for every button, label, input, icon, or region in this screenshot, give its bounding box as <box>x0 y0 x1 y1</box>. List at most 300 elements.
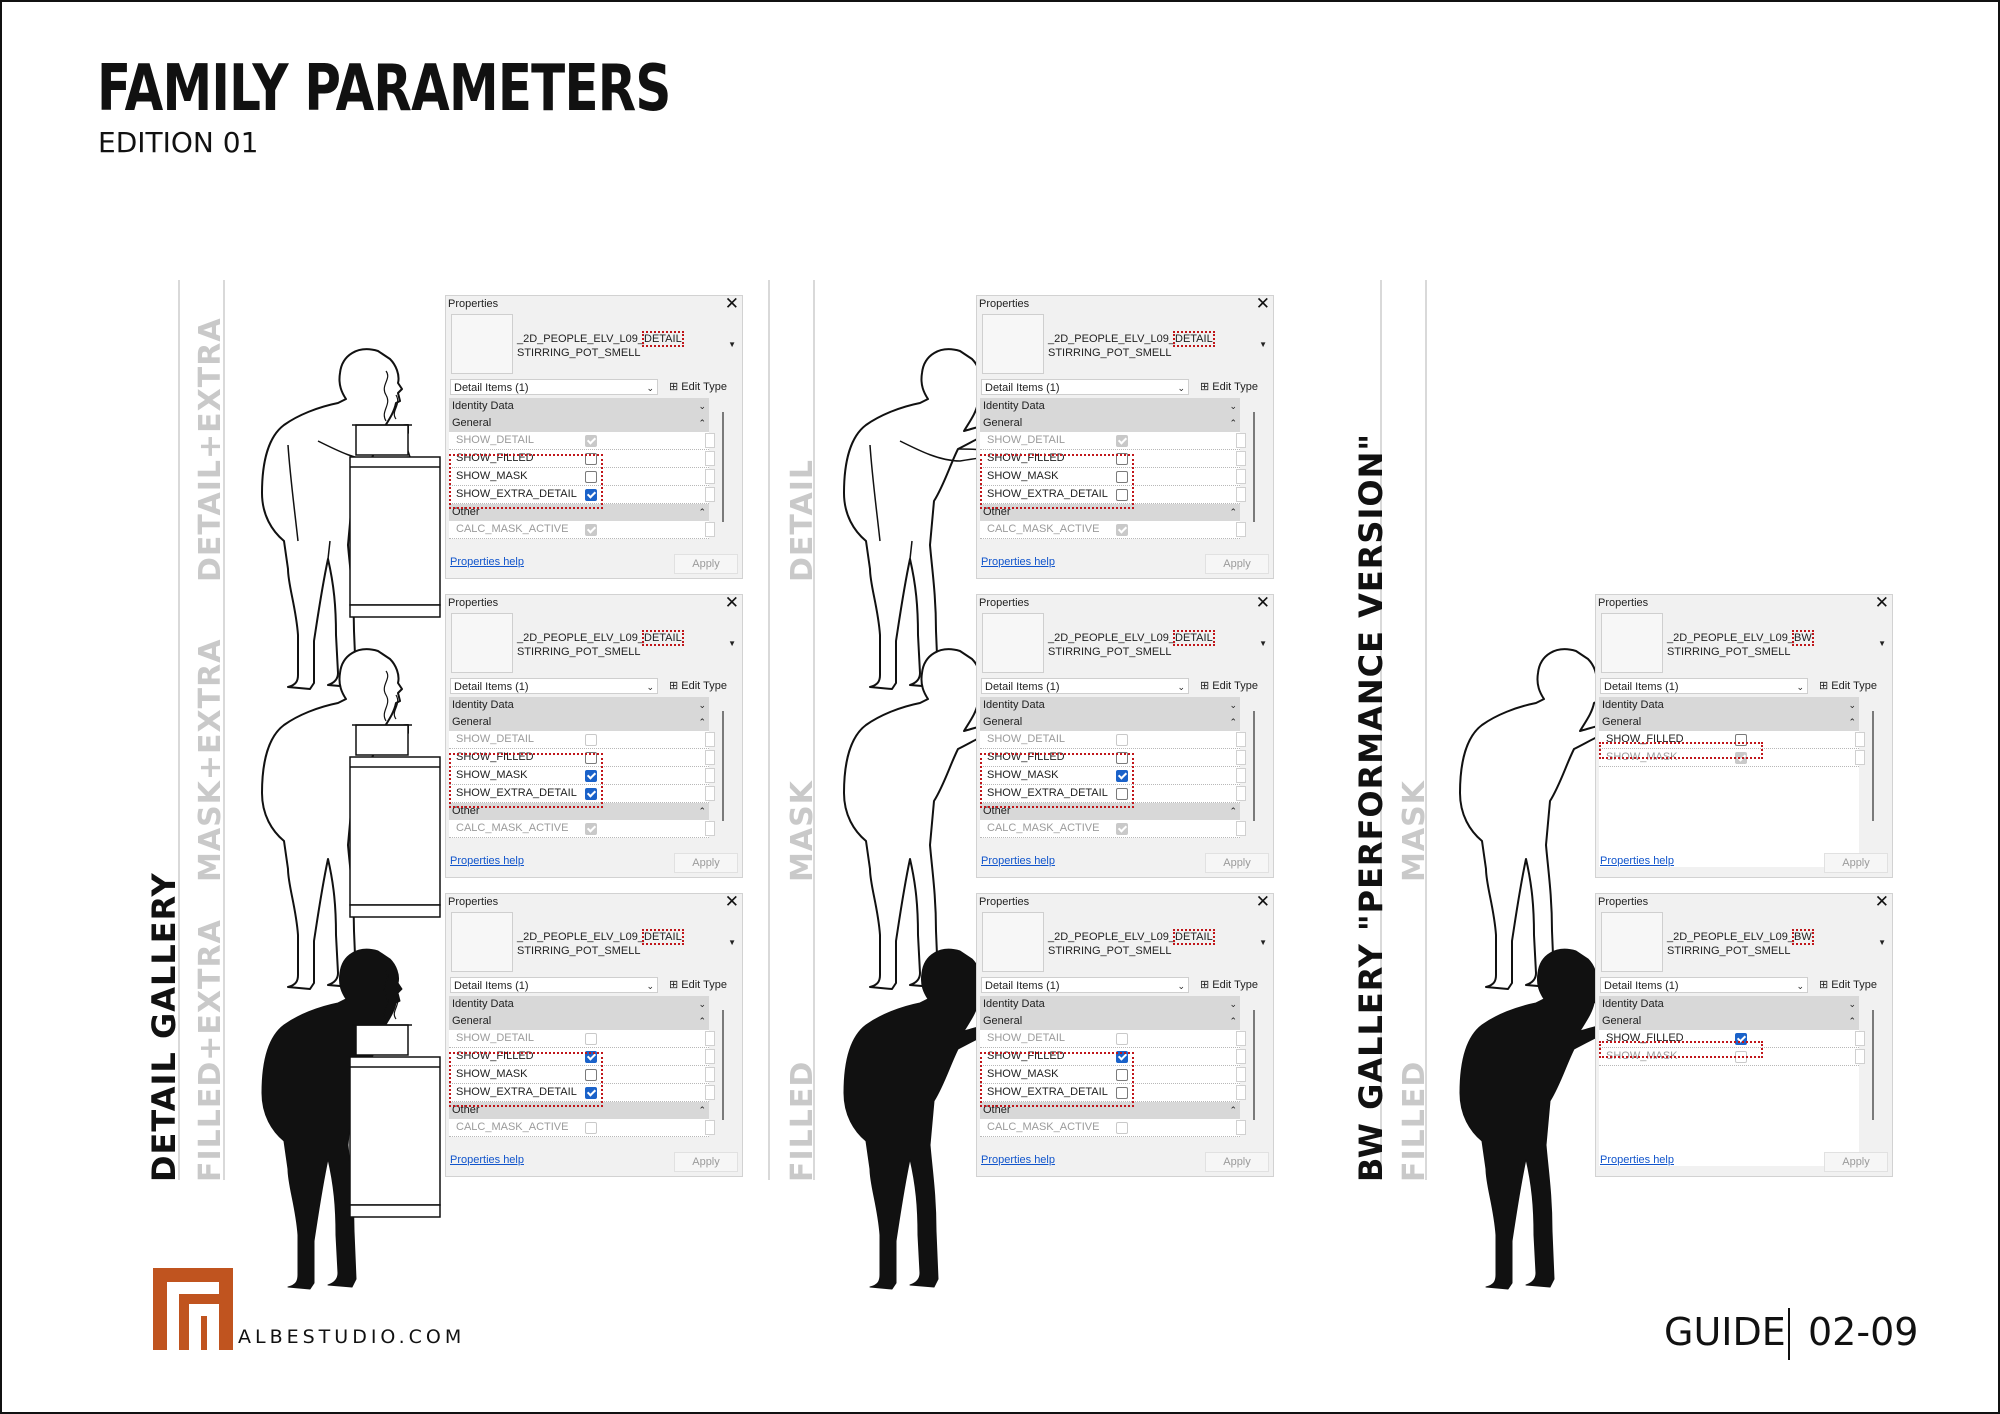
apply-button[interactable]: Apply <box>674 1152 738 1172</box>
category-select[interactable] <box>450 678 658 694</box>
person-stirring-pot-figure <box>258 345 448 690</box>
param-label: CALC_MASK_ACTIVE <box>987 523 1100 535</box>
category-value: Detail Items (1) <box>1604 980 1679 992</box>
identity-data-header[interactable] <box>1599 996 1859 1013</box>
section-label: General <box>452 1015 492 1027</box>
type-selector-arrow-icon[interactable]: ▼ <box>728 340 736 349</box>
properties-panel <box>976 295 1274 579</box>
param-label: SHOW_FILLED <box>456 452 534 464</box>
family-prefix: _2D_PEOPLE_ELV_L09_ <box>1048 632 1175 644</box>
column-label-bw-filled: FILLED <box>1397 1060 1432 1182</box>
param-label: SHOW_MASK <box>987 470 1059 482</box>
scrollbar[interactable] <box>1253 1010 1255 1120</box>
collapse-icon: ⌃ <box>698 717 706 727</box>
show-extra-detail-checkbox[interactable] <box>585 489 597 501</box>
close-icon[interactable]: ✕ <box>1874 593 1889 612</box>
properties-help-link[interactable]: Properties help <box>981 1154 1055 1166</box>
guide-separator <box>1788 1308 1790 1360</box>
type-suffix: BW <box>1794 931 1812 943</box>
param-row-calc-mask-active <box>980 820 1240 838</box>
show-mask-checkbox[interactable] <box>1116 770 1128 782</box>
show-filled-checkbox[interactable] <box>1116 453 1128 465</box>
family-prefix: _2D_PEOPLE_ELV_L09_ <box>517 931 644 943</box>
param-row-show-filled <box>449 1048 709 1066</box>
param-row-show-extra-detail <box>449 1084 709 1102</box>
parameter-grid <box>1599 996 1859 1166</box>
family-name: STIRRING_POT_SMELL <box>517 347 641 359</box>
calc-mask-active-checkbox <box>585 823 597 835</box>
show-mask-checkbox <box>1735 752 1747 764</box>
param-row-show-mask <box>980 1066 1240 1084</box>
show-mask-checkbox[interactable] <box>585 770 597 782</box>
show-filled-checkbox[interactable] <box>585 1051 597 1063</box>
edit-type-icon: ⊞ <box>1819 979 1832 991</box>
param-label: SHOW_MASK <box>987 1068 1059 1080</box>
edit-type-button[interactable] <box>1819 978 1877 991</box>
section-label: General <box>983 417 1023 429</box>
parameter-grid <box>980 697 1240 838</box>
edit-type-label: Edit Type <box>1831 979 1877 991</box>
empty-grid-area <box>1599 1066 1859 1166</box>
collapse-icon: ⌃ <box>698 418 706 428</box>
column-label-filled: FILLED <box>785 1060 820 1182</box>
category-select[interactable] <box>450 977 658 993</box>
edit-type-button[interactable] <box>669 380 727 393</box>
properties-help-link[interactable]: Properties help <box>1600 855 1674 867</box>
panel-title: Properties <box>979 896 1030 908</box>
collapse-icon: ⌃ <box>1229 507 1237 517</box>
column-label-mask: MASK <box>785 780 820 882</box>
family-thumbnail <box>982 314 1044 374</box>
show-detail-checkbox <box>585 734 597 746</box>
person-stirring-pot-figure <box>258 645 448 990</box>
type-selector-arrow-icon[interactable]: ▼ <box>1259 938 1267 947</box>
param-row-calc-mask-active <box>449 521 709 539</box>
section-label: Other <box>452 1104 480 1116</box>
type-selector-arrow-icon[interactable]: ▼ <box>1259 639 1267 648</box>
chevron-down-icon: ⌄ <box>1177 682 1185 692</box>
divider <box>768 280 770 1180</box>
other-header[interactable] <box>980 803 1240 820</box>
column-label-detail-extra: DETAIL+EXTRA <box>193 317 228 582</box>
show-mask-checkbox[interactable] <box>1116 1069 1128 1081</box>
collapse-icon: ⌃ <box>1848 1016 1856 1026</box>
edit-type-label: Edit Type <box>681 381 727 393</box>
row-tab <box>1855 750 1865 765</box>
row-tab <box>705 1031 715 1046</box>
edit-type-button[interactable] <box>1200 679 1258 692</box>
edit-type-button[interactable] <box>1200 978 1258 991</box>
edit-type-button[interactable] <box>1200 380 1258 393</box>
edit-type-label: Edit Type <box>1831 680 1877 692</box>
param-row-show-mask <box>449 468 709 486</box>
section-label: Other <box>452 506 480 518</box>
param-row-show-detail <box>980 1030 1240 1048</box>
param-row-show-extra-detail <box>980 486 1240 504</box>
section-label: Identity Data <box>452 998 514 1010</box>
family-type-name <box>517 332 682 360</box>
expand-icon: ⌄ <box>1229 700 1237 710</box>
other-header[interactable] <box>449 1102 709 1119</box>
general-header[interactable] <box>1599 714 1859 731</box>
family-thumbnail <box>1601 613 1663 673</box>
param-row-show-mask <box>1599 1048 1859 1066</box>
type-suffix: DETAIL <box>1175 931 1213 943</box>
category-select[interactable] <box>981 379 1189 395</box>
scrollbar[interactable] <box>1872 711 1874 821</box>
properties-help-link[interactable]: Properties help <box>981 556 1055 568</box>
panel-title: Properties <box>979 597 1030 609</box>
show-mask-checkbox[interactable] <box>585 1069 597 1081</box>
other-header[interactable] <box>449 803 709 820</box>
family-name: STIRRING_POT_SMELL <box>1667 945 1791 957</box>
show-filled-checkbox[interactable] <box>585 453 597 465</box>
apply-button[interactable]: Apply <box>674 554 738 574</box>
show-detail-checkbox <box>1116 435 1128 447</box>
panel-title: Properties <box>1598 896 1649 908</box>
family-name: STIRRING_POT_SMELL <box>517 646 641 658</box>
section-label: Other <box>452 805 480 817</box>
collapse-icon: ⌃ <box>1229 1016 1237 1026</box>
family-thumbnail <box>451 314 513 374</box>
edit-type-label: Edit Type <box>681 979 727 991</box>
empty-grid-area <box>1599 767 1859 867</box>
section-label: General <box>1602 716 1642 728</box>
column-label-filled-extra: FILLED+EXTRA <box>193 919 228 1182</box>
param-label: CALC_MASK_ACTIVE <box>987 822 1100 834</box>
general-header[interactable] <box>1599 1013 1859 1030</box>
row-tab <box>705 433 715 448</box>
param-label: SHOW_DETAIL <box>456 733 535 745</box>
close-icon[interactable]: ✕ <box>1255 892 1270 911</box>
param-row-show-filled <box>980 749 1240 767</box>
edit-type-button[interactable] <box>669 978 727 991</box>
general-header[interactable] <box>980 415 1240 432</box>
general-header[interactable] <box>980 714 1240 731</box>
apply-button[interactable]: Apply <box>674 853 738 873</box>
show-extra-detail-checkbox[interactable] <box>1116 1087 1128 1099</box>
param-label: SHOW_DETAIL <box>456 434 535 446</box>
general-header[interactable] <box>449 415 709 432</box>
row-tab <box>1236 1067 1246 1082</box>
general-header[interactable] <box>980 1013 1240 1030</box>
row-tab <box>705 768 715 783</box>
chevron-down-icon: ⌄ <box>646 383 654 393</box>
panel-title: Properties <box>448 896 499 908</box>
show-filled-checkbox[interactable] <box>1116 752 1128 764</box>
section-label: Identity Data <box>1602 699 1664 711</box>
panel-title: Properties <box>448 298 499 310</box>
identity-data-header[interactable] <box>980 398 1240 415</box>
row-tab <box>705 1067 715 1082</box>
collapse-icon: ⌃ <box>1229 806 1237 816</box>
type-suffix: DETAIL <box>1175 632 1213 644</box>
other-header[interactable] <box>980 1102 1240 1119</box>
param-row-show-mask <box>980 767 1240 785</box>
param-label: SHOW_MASK <box>456 769 528 781</box>
param-label: SHOW_EXTRA_DETAIL <box>987 787 1108 799</box>
properties-help-link[interactable]: Properties help <box>450 1154 524 1166</box>
chevron-down-icon: ⌄ <box>1177 981 1185 991</box>
divider <box>1425 280 1427 1180</box>
properties-help-link[interactable]: Properties help <box>450 556 524 568</box>
section-label: Identity Data <box>452 400 514 412</box>
scrollbar[interactable] <box>722 412 724 522</box>
collapse-icon: ⌃ <box>698 507 706 517</box>
column-label-detail: DETAIL <box>785 458 820 582</box>
family-name: STIRRING_POT_SMELL <box>1048 945 1172 957</box>
category-select[interactable] <box>981 678 1189 694</box>
param-label: SHOW_MASK <box>1606 751 1678 763</box>
param-label: SHOW_MASK <box>456 470 528 482</box>
type-suffix: BW <box>1794 632 1812 644</box>
param-label: SHOW_DETAIL <box>987 1032 1066 1044</box>
identity-data-header[interactable] <box>980 697 1240 714</box>
param-label: SHOW_FILLED <box>987 452 1065 464</box>
albestudio-logo <box>153 1268 233 1350</box>
calc-mask-active-checkbox <box>585 1122 597 1134</box>
param-row-show-mask <box>449 767 709 785</box>
properties-panel <box>445 893 743 1177</box>
section-label: General <box>1602 1015 1642 1027</box>
general-header[interactable] <box>449 1013 709 1030</box>
show-filled-checkbox[interactable] <box>585 752 597 764</box>
section-label: General <box>983 716 1023 728</box>
family-type-name <box>1048 332 1213 360</box>
param-label: SHOW_MASK <box>987 769 1059 781</box>
category-value: Detail Items (1) <box>985 382 1060 394</box>
collapse-icon: ⌃ <box>698 806 706 816</box>
properties-help-link[interactable]: Properties help <box>450 855 524 867</box>
row-tab <box>1236 768 1246 783</box>
identity-data-header[interactable] <box>980 996 1240 1013</box>
properties-panel <box>1595 893 1893 1177</box>
identity-data-header[interactable] <box>449 996 709 1013</box>
show-extra-detail-checkbox[interactable] <box>1116 489 1128 501</box>
close-icon[interactable]: ✕ <box>1255 294 1270 313</box>
section-label: Other <box>983 1104 1011 1116</box>
parameter-grid <box>1599 697 1859 867</box>
show-mask-checkbox[interactable] <box>585 471 597 483</box>
logo-text: ALBESTUDIO.COM <box>238 1326 466 1348</box>
category-select[interactable] <box>981 977 1189 993</box>
other-header[interactable] <box>980 504 1240 521</box>
scrollbar[interactable] <box>722 711 724 821</box>
expand-icon: ⌄ <box>698 700 706 710</box>
category-value: Detail Items (1) <box>1604 681 1679 693</box>
family-type-name <box>1667 631 1812 659</box>
row-tab <box>705 786 715 801</box>
family-type-name <box>1048 930 1213 958</box>
properties-help-link[interactable]: Properties help <box>981 855 1055 867</box>
param-label: SHOW_DETAIL <box>456 1032 535 1044</box>
row-tab <box>1236 786 1246 801</box>
calc-mask-active-checkbox <box>585 524 597 536</box>
param-row-calc-mask-active <box>980 521 1240 539</box>
collapse-icon: ⌃ <box>698 1105 706 1115</box>
param-row-show-detail <box>449 432 709 450</box>
identity-data-header[interactable] <box>1599 697 1859 714</box>
row-tab <box>705 469 715 484</box>
type-selector-arrow-icon[interactable]: ▼ <box>1878 639 1886 648</box>
general-header[interactable] <box>449 714 709 731</box>
collapse-icon: ⌃ <box>698 1016 706 1026</box>
type-suffix: DETAIL <box>1175 333 1213 345</box>
edit-type-button[interactable] <box>669 679 727 692</box>
family-name: STIRRING_POT_SMELL <box>1048 347 1172 359</box>
param-label: SHOW_MASK <box>456 1068 528 1080</box>
apply-button[interactable]: Apply <box>1205 1152 1269 1172</box>
show-extra-detail-checkbox[interactable] <box>585 788 597 800</box>
collapse-icon: ⌃ <box>1229 418 1237 428</box>
param-row-calc-mask-active <box>449 1119 709 1137</box>
row-tab <box>1236 487 1246 502</box>
category-select[interactable] <box>450 379 658 395</box>
edit-type-label: Edit Type <box>1212 381 1258 393</box>
edit-type-label: Edit Type <box>681 680 727 692</box>
show-filled-checkbox[interactable] <box>1735 1033 1747 1045</box>
category-value: Detail Items (1) <box>454 681 529 693</box>
type-selector-arrow-icon[interactable]: ▼ <box>728 639 736 648</box>
param-label: SHOW_FILLED <box>456 1050 534 1062</box>
family-prefix: _2D_PEOPLE_ELV_L09_ <box>517 632 644 644</box>
close-icon[interactable]: ✕ <box>1255 593 1270 612</box>
show-extra-detail-checkbox[interactable] <box>585 1087 597 1099</box>
edit-type-icon: ⊞ <box>669 979 682 991</box>
edit-type-icon: ⊞ <box>1200 680 1213 692</box>
show-mask-checkbox[interactable] <box>1116 471 1128 483</box>
close-icon[interactable]: ✕ <box>724 294 739 313</box>
row-tab <box>1236 821 1246 836</box>
param-label: SHOW_EXTRA_DETAIL <box>456 787 577 799</box>
show-extra-detail-checkbox[interactable] <box>1116 788 1128 800</box>
column-label-mask-extra: MASK+EXTRA <box>193 638 228 882</box>
apply-button[interactable]: Apply <box>1824 1152 1888 1172</box>
parameter-grid <box>449 697 709 838</box>
parameter-grid <box>980 398 1240 539</box>
scrollbar[interactable] <box>1253 711 1255 821</box>
person-stirring-pot-figure <box>258 945 448 1290</box>
param-row-show-mask <box>449 1066 709 1084</box>
calc-mask-active-checkbox <box>1116 524 1128 536</box>
chevron-down-icon: ⌄ <box>1796 981 1804 991</box>
section-label: Identity Data <box>983 998 1045 1010</box>
show-filled-checkbox[interactable] <box>1735 734 1747 746</box>
category-select[interactable] <box>1600 678 1808 694</box>
expand-icon: ⌄ <box>1848 700 1856 710</box>
param-row-show-filled <box>980 450 1240 468</box>
scrollbar[interactable] <box>1872 1010 1874 1120</box>
edit-type-button[interactable] <box>1819 679 1877 692</box>
family-name: STIRRING_POT_SMELL <box>1048 646 1172 658</box>
param-row-show-filled <box>449 450 709 468</box>
apply-button[interactable]: Apply <box>1205 853 1269 873</box>
show-detail-checkbox <box>585 435 597 447</box>
properties-panel <box>445 295 743 579</box>
param-row-show-detail <box>449 1030 709 1048</box>
type-selector-arrow-icon[interactable]: ▼ <box>1259 340 1267 349</box>
row-tab <box>705 1085 715 1100</box>
scrollbar[interactable] <box>1253 412 1255 522</box>
type-suffix: DETAIL <box>644 632 682 644</box>
identity-data-header[interactable] <box>449 398 709 415</box>
category-value: Detail Items (1) <box>454 980 529 992</box>
edit-type-icon: ⊞ <box>1200 381 1213 393</box>
param-label: SHOW_DETAIL <box>987 733 1066 745</box>
row-tab <box>1236 522 1246 537</box>
type-suffix: DETAIL <box>644 931 682 943</box>
show-detail-checkbox <box>1116 734 1128 746</box>
param-label: SHOW_DETAIL <box>987 434 1066 446</box>
param-row-show-detail <box>449 731 709 749</box>
family-prefix: _2D_PEOPLE_ELV_L09_ <box>1667 632 1794 644</box>
param-row-calc-mask-active <box>980 1119 1240 1137</box>
row-tab <box>705 1120 715 1135</box>
param-label: CALC_MASK_ACTIVE <box>456 822 569 834</box>
show-filled-checkbox[interactable] <box>1116 1051 1128 1063</box>
close-icon[interactable]: ✕ <box>724 892 739 911</box>
family-name: STIRRING_POT_SMELL <box>1667 646 1791 658</box>
family-thumbnail <box>1601 912 1663 972</box>
family-thumbnail <box>451 912 513 972</box>
collapse-icon: ⌃ <box>1229 1105 1237 1115</box>
family-prefix: _2D_PEOPLE_ELV_L09_ <box>1048 931 1175 943</box>
param-label: SHOW_EXTRA_DETAIL <box>456 1086 577 1098</box>
apply-button[interactable]: Apply <box>1824 853 1888 873</box>
row-tab <box>1236 750 1246 765</box>
type-selector-arrow-icon[interactable]: ▼ <box>728 938 736 947</box>
close-icon[interactable]: ✕ <box>724 593 739 612</box>
close-icon[interactable]: ✕ <box>1874 892 1889 911</box>
category-value: Detail Items (1) <box>454 382 529 394</box>
section-label: General <box>452 716 492 728</box>
param-label: SHOW_FILLED <box>456 751 534 763</box>
calc-mask-active-checkbox <box>1116 1122 1128 1134</box>
apply-button[interactable]: Apply <box>1205 554 1269 574</box>
collapse-icon: ⌃ <box>1848 717 1856 727</box>
edit-type-icon: ⊞ <box>1819 680 1832 692</box>
param-label: CALC_MASK_ACTIVE <box>456 1121 569 1133</box>
section-label: Identity Data <box>983 699 1045 711</box>
family-type-name <box>1667 930 1812 958</box>
properties-panel <box>1595 594 1893 878</box>
category-select[interactable] <box>1600 977 1808 993</box>
expand-icon: ⌄ <box>698 401 706 411</box>
type-selector-arrow-icon[interactable]: ▼ <box>1878 938 1886 947</box>
expand-icon: ⌄ <box>698 999 706 1009</box>
row-tab <box>1236 1120 1246 1135</box>
collapse-icon: ⌃ <box>1229 717 1237 727</box>
param-row-calc-mask-active <box>449 820 709 838</box>
edit-type-icon: ⊞ <box>1200 979 1213 991</box>
row-tab <box>705 1049 715 1064</box>
family-prefix: _2D_PEOPLE_ELV_L09_ <box>517 333 644 345</box>
section-label: Identity Data <box>983 400 1045 412</box>
chevron-down-icon: ⌄ <box>646 981 654 991</box>
param-label: SHOW_EXTRA_DETAIL <box>987 1086 1108 1098</box>
param-row-show-mask <box>1599 749 1859 767</box>
scrollbar[interactable] <box>722 1010 724 1120</box>
column-label-bw-mask: MASK <box>1397 780 1432 882</box>
divider <box>813 280 815 1180</box>
expand-icon: ⌄ <box>1229 999 1237 1009</box>
edit-type-icon: ⊞ <box>669 381 682 393</box>
properties-help-link[interactable]: Properties help <box>1600 1154 1674 1166</box>
other-header[interactable] <box>449 504 709 521</box>
edit-type-label: Edit Type <box>1212 680 1258 692</box>
row-tab <box>1236 1031 1246 1046</box>
identity-data-header[interactable] <box>449 697 709 714</box>
